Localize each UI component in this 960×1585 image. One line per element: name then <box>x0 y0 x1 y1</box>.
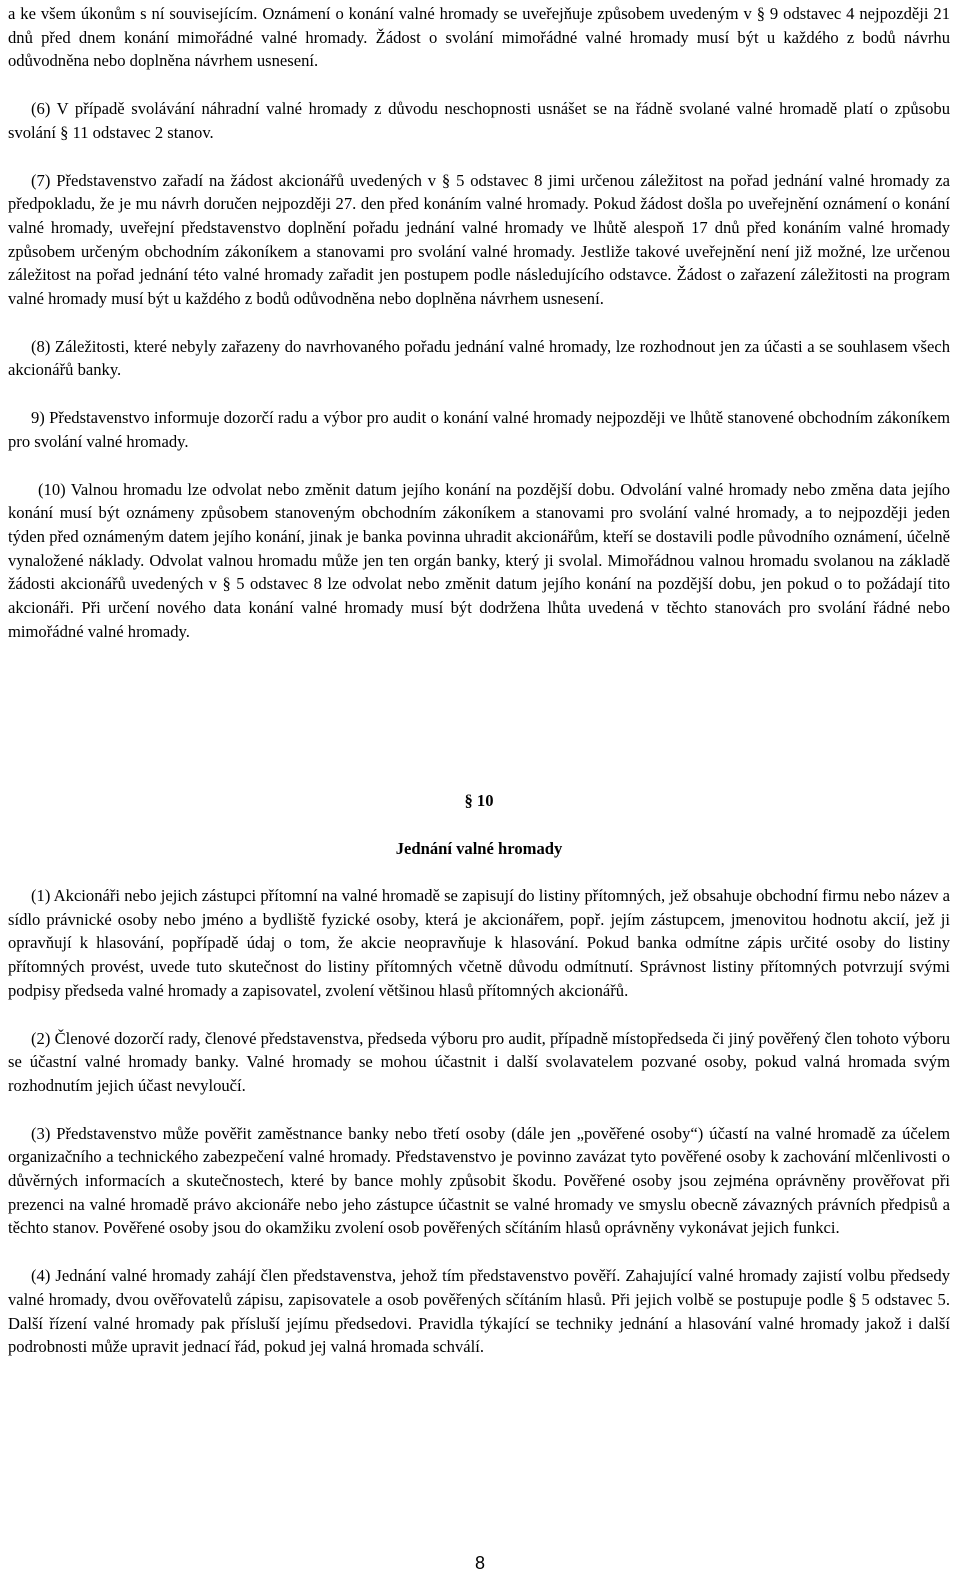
paragraph-8: (8) Záležitosti, které nebyly zařazeny do navrhovaného pořadu jednání valné hromady, lze rozhodnout jen za účasti a se souhlasem všech akcionářů banky. <box>8 336 950 380</box>
top-text-block <box>8 2 950 643</box>
section-paragraph-1: (1) Akcionáři nebo jejich zástupci přítomní na valné hromadě se zapisují do listiny přítomných, jež obsahuje obchodní firmu nebo název a sídlo právnické osoby nebo jméno a bydliště fyzické osoby, která je akcionářem, popř. jejím zástupcem, jmenovitou hodnotu akcií, jež ji opravňují k hlasování, popřípadě údaj o tom, že akcie neopravňuje k hlasování. Pokud banka odmítne zápis určité osoby do listiny přítomných provést, uvede tuto skutečnost do listiny přítomných včetně důvodu odmítnutí. Správnost listiny přítomných potvrzují svými podpisy předseda valné hromady a zapisovatel, zvolení většinou hlasů přítomných akcionářů. <box>8 886 950 1000</box>
section-paragraph-3: (3) Představenstvo může pověřit zaměstnance banky nebo třetí osoby (dále jen „pověřené osoby“) účastí na valné hromadě za účelem organizačního a technického zabezpečení valné hromady. Představenstvo je povinno zavázat tyto pověřené osoby k zachování mlčenlivosti o důvěrných informacích a skutečnostech, které by bance mohly způsobit škodu. Pověřené osoby jsou zejména oprávněny prověřovat při prezenci na valné hromadě právo akcionáře nebo jeho zástupce účastnit se valné hromady ve smyslu obecně závazných právních předpisů a těchto stanov. Pověřené osoby jsou do okamžiku zvolení osob pověřených sčítáním hlasů oprávněny vykonávat jejich funkci. <box>8 1123 950 1238</box>
page-number: 8 <box>474 1553 485 1573</box>
section-title: Jednání valné hromady <box>395 839 563 858</box>
section-number: § 10 <box>464 791 494 810</box>
section-paragraph-2: (2) Členové dozorčí rady, členové představenstva, předseda výboru pro audit, případně místopředseda či jiný pověřený člen tohoto výboru se účastní valné hromady banky. Valné hromady se mohou účastnit i další svolavatelem pozvané osoby, pokud valná hromada svým rozhodnutím jejich účast nevyloučí. <box>8 1028 950 1095</box>
paragraph-10: (10) Valnou hromadu lze odvolat nebo změnit datum jejího konání na pozdější dobu. Odvolání valné hromady nebo změna data jejího konání musí být oznámeny způsobem stanoveným obchodním zákoníkem a stanovami pro svolání valné hromady, a to nejpozději jeden týden před oznámeným datem jejího konání, jinak je banka povinna uhradit akcionářům, kteří se dostavili podle původního oznámení, účelně vynaložené náklady. Odvolat valnou hromadu může jen ten orgán banky, který ji svolal. Mimořádnou valnou hromadu svolanou na základě žádosti akcionářů uvedených v § 5 odstavec 8 lze odvolat nebo změnit datum jejího konání na pozdější dobu, jen pokud o to požádají tito akcionáři. Při určení nového data konání valné hromady musí být dodržena lhůta uvedená v těchto stanovách pro svolání řádné nebo mimořádné valné hromady. <box>8 479 950 641</box>
section-paragraph-4: (4) Jednání valné hromady zahájí člen představenstva, jehož tím představenstvo pověří. Zahajující valné hromady zajistí volbu předsedy valné hromady, dvou ověřovatelů zápisu, zapisovatele a osob pověřených sčítáním hlasů. Při jejich volbě se postupuje podle § 5 odstavec 5. Další řízení valné hromady pak přísluší jejímu předsedovi. Pravidla týkající se techniky jednání a hlasování valné hromady jakož i další podrobnosti může upravit jednací řád, pokud jej valná hromada schválí. <box>8 1266 950 1357</box>
paragraph-6: (6) V případě svolávání náhradní valné hromady z důvodu neschopnosti usnášet se na řádně svolané valné hromadě platí o způsobu svolání § 11 odstavec 2 stanov. <box>8 99 950 142</box>
paragraph-7: (7) Představenstvo zařadí na žádost akcionářů uvedených v § 5 odstavec 8 jimi určenou záležitost na pořad jednání valné hromady za předpokladu, že je mu návrh doručen nejpozději 27. den před konáním valné hromady. Pokud žádost došla po uveřejnění oznámení o konání valné hromady, uveřejní představenstvo doplnění pořadu jednání valné hromady ve lhůtě alespoň 17 dnů před konáním valné hromady způsobem určeným obchodním zákoníkem a stanovami pro svolání valné hromady. Jestliže takové uveřejnění není již možné, lze určenou záležitost na pořad jednání této valné hromady zařadit jen postupem podle následujícího odstavce. Žádost o zařazení záležitosti na program valné hromady musí být u každého z bodů odůvodněna nebo doplněna návrhem usnesení. <box>8 170 950 309</box>
paragraph-continuation: a ke všem úkonům s ní souvisejícím. Oznámení o konání valné hromady se uveřejňuje způsobem uvedeným v § 9 odstavec 4 nejpozději 21 dnů před dnem konání mimořádné valné hromady. Žádost o svolání mimořádné valné hromady musí být u každého z bodů návrhu odůvodněna nebo doplněna návrhem usnesení. <box>8 4 950 71</box>
paragraph-9: 9) Představenstvo informuje dozorčí radu a výbor pro audit o konání valné hromady nejpozději ve lhůtě stanovené obchodním zákoníkem pro svolání valné hromady. <box>8 408 950 451</box>
bottom-text-block <box>8 884 950 1359</box>
